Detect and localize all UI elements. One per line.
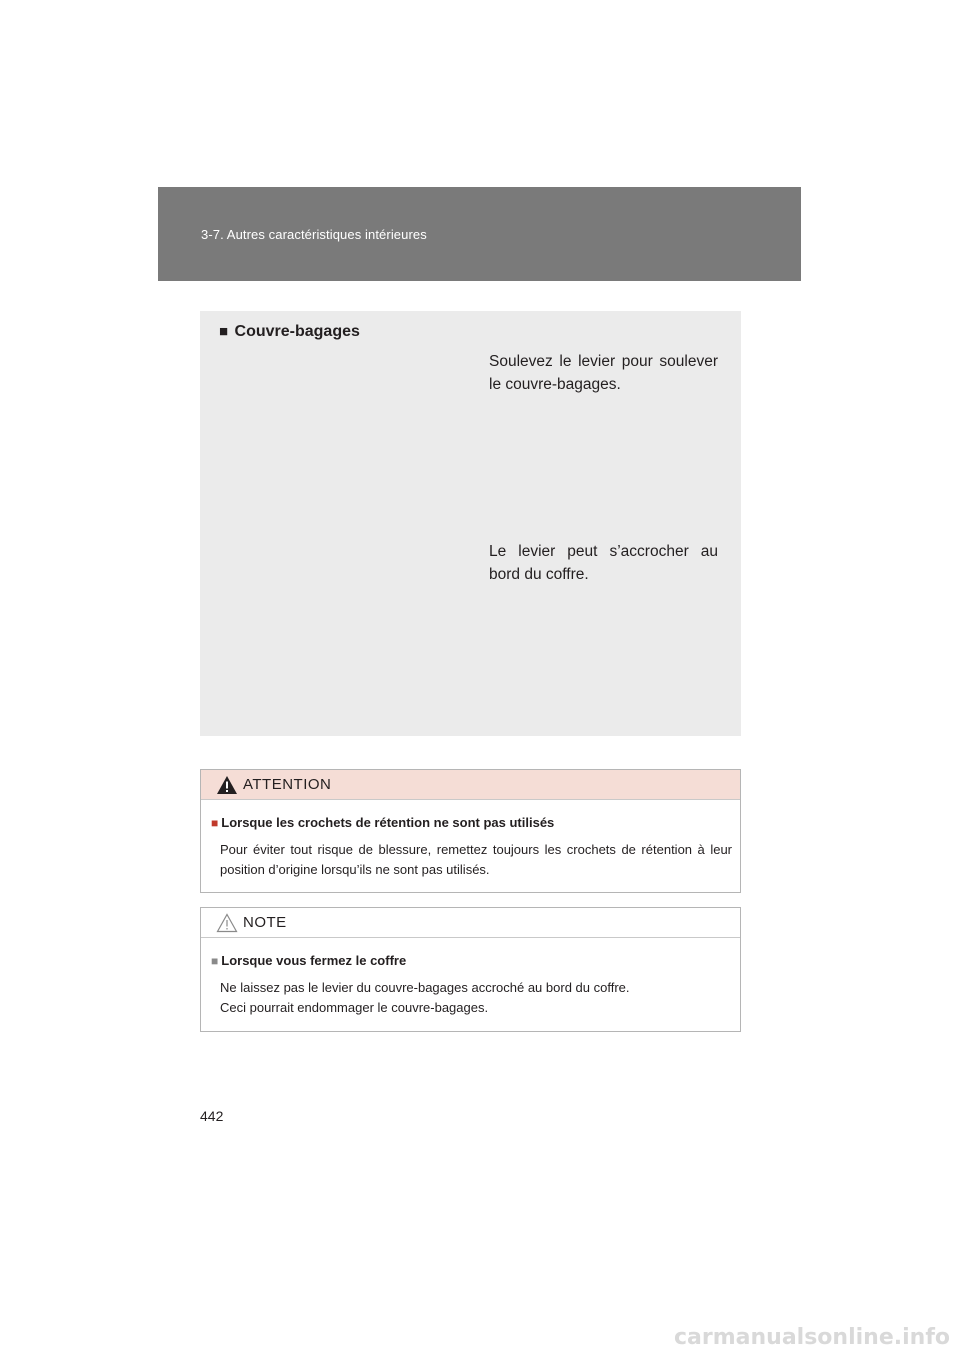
attention-text: Pour éviter tout risque de blessure, remettez toujours les crochets de rétention à leur position d’origine lorsqu’ils ne sont pas utilisés. <box>220 842 732 877</box>
attention-subtitle-text: Lorsque les crochets de rétention ne sont pas utilisés <box>221 815 555 830</box>
attention-body <box>201 800 740 880</box>
note-header <box>201 908 740 938</box>
page-header <box>158 187 801 281</box>
note-body <box>201 938 740 1018</box>
note-box <box>200 907 741 1032</box>
note-text <box>220 978 732 1018</box>
warning-triangle-icon <box>216 775 238 795</box>
note-line-2: Ceci pourrait endommager le couvre-bagages. <box>220 1000 489 1015</box>
instruction-paragraph-1: Soulevez le levier pour soulever le couvre-bagages. <box>489 353 718 393</box>
section-heading: 3-7. Autres caractéristiques intérieures <box>201 227 427 242</box>
attention-subtitle <box>211 814 732 832</box>
note-label: NOTE <box>243 914 287 931</box>
section-title <box>219 323 360 341</box>
watermark-text: carmanualsonline.info <box>674 1325 950 1350</box>
luggage-cover-section <box>200 311 741 736</box>
caution-outline-icon <box>216 913 238 933</box>
square-bullet-icon: ■ <box>211 816 219 830</box>
section-title-text: Couvre-bagages <box>234 323 360 340</box>
attention-box <box>200 769 741 893</box>
instruction-paragraph-2: Le levier peut s’accrocher au bord du coffre. <box>489 543 718 583</box>
watermark-logo <box>620 1314 960 1354</box>
note-subtitle-text: Lorsque vous fermez le coffre <box>221 953 407 968</box>
note-line-1: Ne laissez pas le levier du couvre-bagages accroché au bord du coffre. <box>220 980 630 995</box>
square-bullet-icon: ■ <box>211 954 219 968</box>
attention-header <box>201 770 740 800</box>
page-number: 442 <box>200 1108 224 1124</box>
note-subtitle <box>211 952 732 970</box>
square-bullet-icon: ■ <box>219 323 229 340</box>
attention-label: ATTENTION <box>243 776 332 793</box>
